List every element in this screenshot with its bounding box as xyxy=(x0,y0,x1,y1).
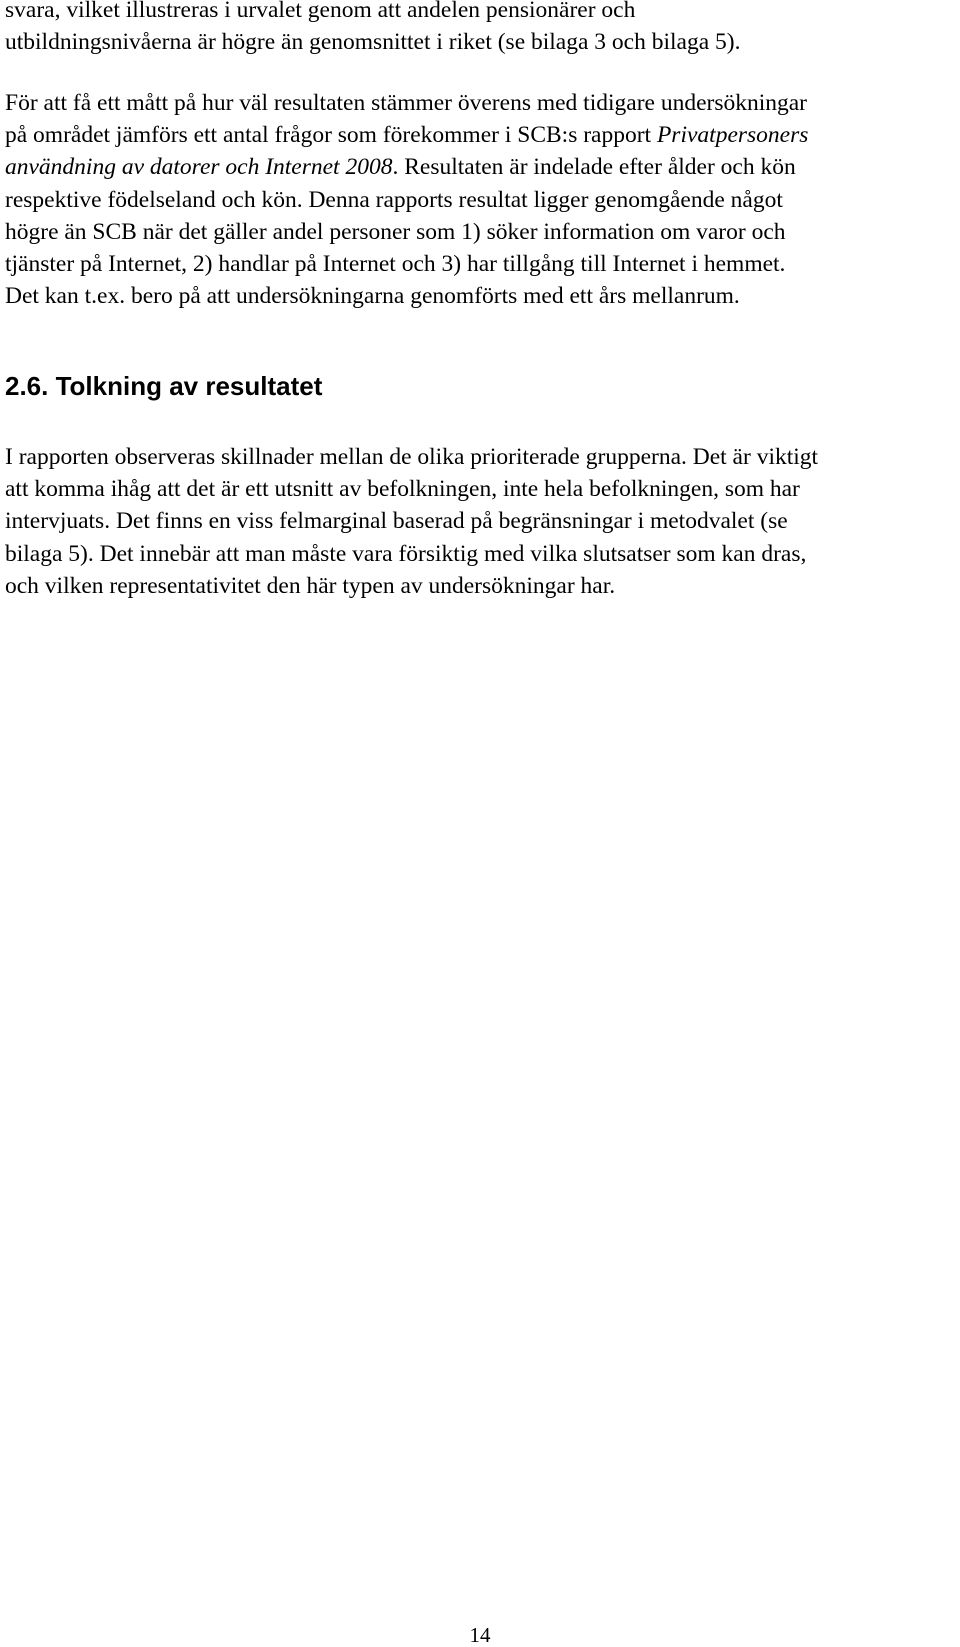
text-line xyxy=(5,151,955,183)
text-run: . Resultaten är indelade efter ålder och kön xyxy=(392,154,796,181)
page-number: 14 xyxy=(469,1623,491,1647)
paragraph-sample-note xyxy=(5,0,955,58)
text-run: på området jämförs ett antal frågor som förekommer i SCB:s rapport xyxy=(5,122,657,149)
paragraph-scb-comparison xyxy=(5,87,955,312)
text-line: och vilken representativitet den här typen av undersökningar har. xyxy=(5,572,616,599)
text-line xyxy=(5,119,955,151)
text-line: svara, vilket illustreras i urvalet genom att andelen pensionärer och xyxy=(5,0,636,23)
text-line: Det kan t.ex. bero på att undersökningarna genomförts med ett års mellanrum. xyxy=(5,283,740,310)
text-line: högre än SCB när det gäller andel personer som 1) söker information om varor och xyxy=(5,218,786,245)
text-line: I rapporten observeras skillnader mellan de olika prioriterade grupperna. Det är viktigt xyxy=(5,444,819,470)
text-line: intervjuats. Det finns en viss felmarginal baserad på begränsningar i metodvalet (se xyxy=(5,508,788,535)
text-line: utbildningsnivåerna är högre än genomsnittet i riket (se bilaga 3 och bilaga 5). xyxy=(5,29,741,56)
text-line: För att få ett mått på hur väl resultaten stämmer överens med tidigare undersökningar xyxy=(5,90,808,116)
text-line: tjänster på Internet, 2) handlar på Internet och 3) har tillgång till Internet i hemmet. xyxy=(5,251,786,278)
report-title-part-1: Privatpersoners xyxy=(656,122,809,149)
text-line: att komma ihåg att det är ett utsnitt av befolkningen, inte hela befolkningen, som har xyxy=(5,476,800,503)
report-title-part-2: användning av datorer och Internet 2008 xyxy=(5,154,393,181)
section-heading: 2.6. Tolkning av resultatet xyxy=(5,371,323,401)
text-line: respektive födelseland och kön. Denna rapports resultat ligger genomgående något xyxy=(5,186,783,213)
paragraph-interpretation xyxy=(5,441,955,602)
text-line: bilaga 5). Det innebär att man måste vara försiktig med vilka slutsatser som kan dras, xyxy=(5,540,807,567)
